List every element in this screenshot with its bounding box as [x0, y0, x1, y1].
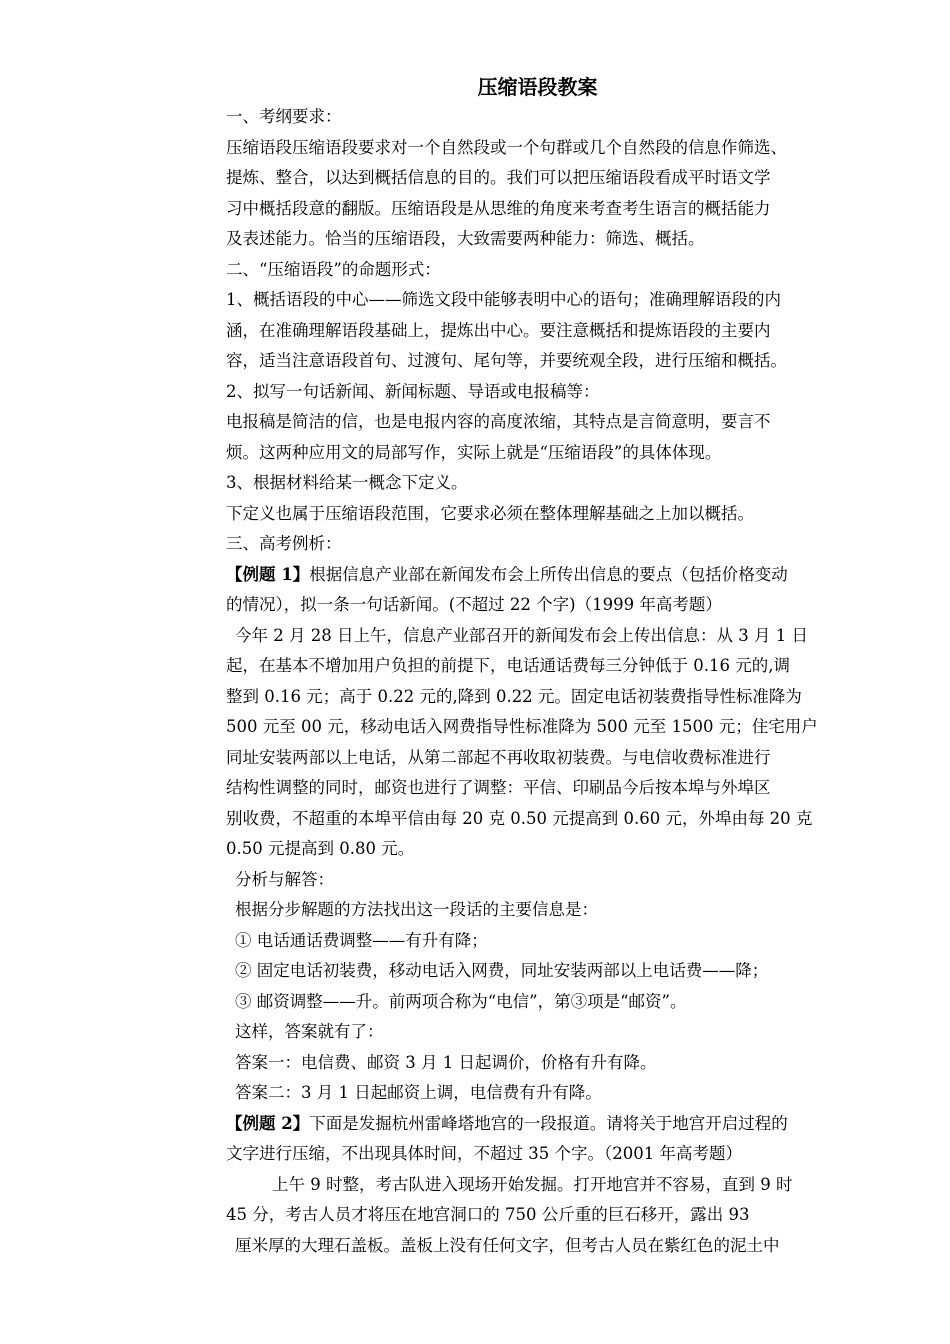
paragraph-line: 1、概括语段的中心——筛选文段中能够表明中心的语句；准确理解语段的内 [226, 290, 781, 309]
paragraph-line: 500 元至 00 元，移动电话入网费指导性标准降为 500 元至 1500 元；住宅用户 [226, 717, 818, 736]
paragraph-line: 0.50 元提高到 0.80 元。 [226, 839, 415, 858]
document-title: 压缩语段教案 [477, 75, 598, 99]
paragraph-line: 容，适当注意语段首句、过渡句、尾句等，并要统观全段，进行压缩和概括。 [226, 351, 787, 370]
paragraph-line: 及表述能力。恰当的压缩语段，大致需要两种能力：筛选、概括。 [226, 229, 705, 248]
list-item: ③ 邮资调整——升。前两项合称为“电信”，第③项是“邮资”。 [235, 991, 687, 1011]
paragraph-line: 厘米厚的大理石盖板。盖板上没有任何文字，但考古人员在紫红色的泥土中 [235, 1235, 780, 1255]
section-heading-1: 一、考纲要求： [226, 107, 342, 126]
paragraph-line: 分析与解答： [235, 869, 334, 889]
list-item: ② 固定电话初装费，移动电话入网费，同址安装两部以上电话费——降； [235, 961, 769, 980]
answer-line: 答案一：电信费、邮资 3 月 1 日起调价，价格有升有降。 [235, 1052, 657, 1072]
paragraph-line: 烦。这两种应用文的局部写作，实际上就是“压缩语段”的具体体现。 [226, 442, 722, 462]
paragraph-line: 下定义也属于压缩语段范围，它要求必须在整体理解基础之上加以概括。 [226, 503, 754, 523]
document-body [226, 102, 851, 1261]
paragraph-line: 同址安装两部以上电话，从第二部起不再收取初装费。与电信收费标准进行 [226, 747, 771, 767]
paragraph-line: 压缩语段压缩语段要求对一个自然段或一个句群或几个自然段的信息作筛选、 [226, 137, 787, 157]
paragraph-line: 这样，答案就有了： [235, 1022, 384, 1041]
section-heading-2: 二、“压缩语段”的命题形式： [226, 259, 441, 279]
paragraph-line: 整到 0.16 元；高于 0.22 元的,降到 0.22 元。固定电话初装费指导性标准降为 [226, 686, 802, 706]
paragraph-line: 2、拟写一句话新闻、新闻标题、导语或电报稿等： [226, 381, 600, 401]
paragraph-line: 别收费，不超重的本埠平信由每 20 克 0.50 元提高到 0.60 元，外埠由每 20 克 [226, 808, 813, 828]
paragraph-line: 结构性调整的同时，邮资也进行了调整：平信、印刷品今后按本埠与外埠区 [226, 778, 771, 797]
paragraph-line: 上午 9 时整，考古队进入现场开始发掘。打开地宫并不容易，直到 9 时 [272, 1174, 793, 1194]
paragraph-line: 涵，在准确理解语段基础上，提炼出中心。要注意概括和提炼语段的主要内 [226, 320, 771, 340]
example-1-label: 【例题 1】 [226, 564, 310, 584]
section-heading-3: 三、高考例析： [226, 534, 342, 553]
paragraph-line: 根据分步解题的方法找出这一段话的主要信息是： [235, 900, 598, 919]
paragraph-line: 起，在基本不增加用户负担的前提下，电话通话费每三分钟低于 0.16 元的,调 [226, 656, 790, 675]
paragraph-line: 提炼、整合，以达到概括信息的目的。我们可以把压缩语段看成平时语文学 [226, 168, 771, 187]
paragraph-line: 习中概括段意的翻版。压缩语段是从思维的角度来考查考生语言的概括能力 [226, 198, 771, 218]
answer-line: 答案二：3 月 1 日起邮资上调，电信费有升有降。 [235, 1083, 602, 1102]
list-item: ① 电话通话费调整——有升有降； [235, 930, 488, 950]
paragraph-line: 3、根据材料给某一概念下定义。 [226, 473, 468, 492]
example-1-prompt: 【例题 1】根据信息产业部在新闻发布会上所传出信息的要点（包括价格变动 [226, 564, 788, 584]
example-2-prompt: 【例题 2】下面是发掘杭州雷峰塔地宫的一段报道。请将关于地宫开启过程的 [226, 1113, 788, 1133]
paragraph-line: 45 分，考古人员才将压在地宫洞口的 750 公斤重的巨石移开，露出 93 [226, 1205, 750, 1224]
example-2-label: 【例题 2】 [226, 1113, 310, 1133]
paragraph-line: 今年 2 月 28 日上午，信息产业部召开的新闻发布会上传出信息：从 3 月 1 日 [235, 625, 808, 645]
paragraph-line: 电报稿是简洁的信，也是电报内容的高度浓缩，其特点是言简意明，要言不 [226, 412, 771, 431]
paragraph-line: 的情况），拟一条一句话新闻。(不超过 22 个字)（1999 年高考题） [226, 595, 722, 614]
paragraph-line: 文字进行压缩，不出现具体时间，不超过 35 个字。（2001 年高考题） [226, 1144, 742, 1163]
